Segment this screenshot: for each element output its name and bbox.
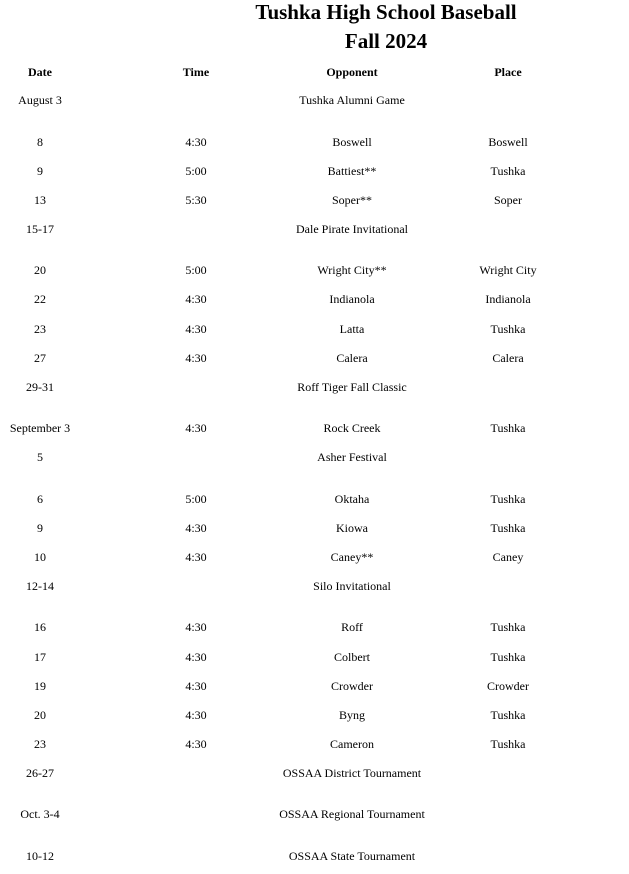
cell-date: 22	[34, 292, 46, 306]
cell-opponent: OSSAA Regional Tournament	[279, 807, 425, 821]
cell-opponent: Dale Pirate Invitational	[296, 222, 408, 236]
cell-date: 27	[34, 351, 46, 365]
cell-opponent: Indianola	[329, 292, 375, 306]
cell-date: 19	[34, 679, 46, 693]
cell-opponent: Battiest**	[327, 164, 377, 178]
cell-opponent: Tushka Alumni Game	[299, 93, 405, 107]
cell-date: 13	[34, 193, 46, 207]
cell-opponent: Latta	[339, 322, 365, 336]
cell-time: 4:30	[185, 550, 207, 564]
cell-time: 4:30	[185, 708, 207, 722]
cell-place: Tushka	[490, 521, 526, 535]
cell-date: 12-14	[26, 579, 54, 593]
cell-date: September 3	[9, 421, 71, 435]
cell-date: August 3	[18, 93, 62, 107]
cell-date: 5	[37, 450, 43, 464]
cell-date: Oct. 3-4	[20, 807, 60, 821]
cell-place: Indianola	[485, 292, 531, 306]
cell-date: 20	[34, 263, 46, 277]
cell-time: 4:30	[185, 292, 207, 306]
cell-opponent: Caney**	[330, 550, 374, 564]
cell-date: 6	[37, 492, 43, 506]
cell-place: Boswell	[488, 135, 528, 149]
cell-date: 16	[34, 620, 46, 634]
cell-time: 4:30	[185, 737, 207, 751]
header-opponent: Opponent	[326, 65, 378, 79]
cell-date: 20	[34, 708, 46, 722]
cell-opponent: Colbert	[334, 650, 370, 664]
cell-place: Wright City	[479, 263, 537, 277]
cell-time: 5:00	[185, 492, 207, 506]
cell-opponent: Silo Invitational	[313, 579, 391, 593]
cell-date: 15-17	[26, 222, 54, 236]
cell-place: Tushka	[490, 421, 526, 435]
cell-date: 17	[34, 650, 46, 664]
cell-opponent: Asher Festival	[317, 450, 387, 464]
cell-opponent: Boswell	[332, 135, 372, 149]
cell-time: 4:30	[185, 351, 207, 365]
cell-time: 4:30	[185, 421, 207, 435]
cell-place: Tushka	[490, 322, 526, 336]
cell-opponent: Rock Creek	[323, 421, 381, 435]
cell-place: Crowder	[487, 679, 529, 693]
header-date: Date	[28, 65, 52, 79]
cell-place: Caney	[492, 550, 524, 564]
cell-date: 8	[37, 135, 43, 149]
cell-time: 4:30	[185, 620, 207, 634]
cell-opponent: Crowder	[331, 679, 373, 693]
document-title: Tushka High School Baseball	[255, 0, 517, 24]
cell-time: 4:30	[185, 521, 207, 535]
cell-place: Tushka	[490, 164, 526, 178]
cell-time: 4:30	[185, 650, 207, 664]
cell-date: 10	[34, 550, 46, 564]
cell-place: Tushka	[490, 708, 526, 722]
cell-time: 5:30	[185, 193, 207, 207]
cell-place: Tushka	[490, 492, 526, 506]
cell-time: 5:00	[185, 263, 207, 277]
cell-opponent: Roff Tiger Fall Classic	[297, 380, 407, 394]
cell-date: 26-27	[26, 766, 54, 780]
cell-place: Tushka	[490, 737, 526, 751]
cell-date: 9	[37, 164, 43, 178]
cell-opponent: Wright City**	[317, 263, 387, 277]
cell-opponent: OSSAA District Tournament	[282, 766, 422, 780]
cell-opponent: Byng	[338, 708, 366, 722]
cell-time: 5:00	[185, 164, 207, 178]
header-place: Place	[494, 65, 522, 79]
cell-opponent: Cameron	[330, 737, 374, 751]
cell-opponent: Calera	[336, 351, 368, 365]
cell-date: 23	[34, 322, 46, 336]
cell-date: 23	[34, 737, 46, 751]
cell-time: 4:30	[185, 135, 207, 149]
header-time: Time	[182, 65, 210, 79]
cell-place: Tushka	[490, 620, 526, 634]
cell-date: 9	[37, 521, 43, 535]
cell-date: 29-31	[26, 380, 54, 394]
cell-time: 4:30	[185, 322, 207, 336]
cell-place: Tushka	[490, 650, 526, 664]
cell-opponent: Soper**	[332, 193, 372, 207]
document-subtitle: Fall 2024	[344, 29, 428, 53]
cell-place: Calera	[492, 351, 524, 365]
cell-time: 4:30	[185, 679, 207, 693]
cell-opponent: Oktaha	[334, 492, 370, 506]
cell-date: 10-12	[26, 849, 54, 863]
cell-opponent: Roff	[341, 620, 363, 634]
cell-place: Soper	[494, 193, 522, 207]
cell-opponent: Kiowa	[336, 521, 368, 535]
cell-opponent: OSSAA State Tournament	[288, 849, 416, 863]
